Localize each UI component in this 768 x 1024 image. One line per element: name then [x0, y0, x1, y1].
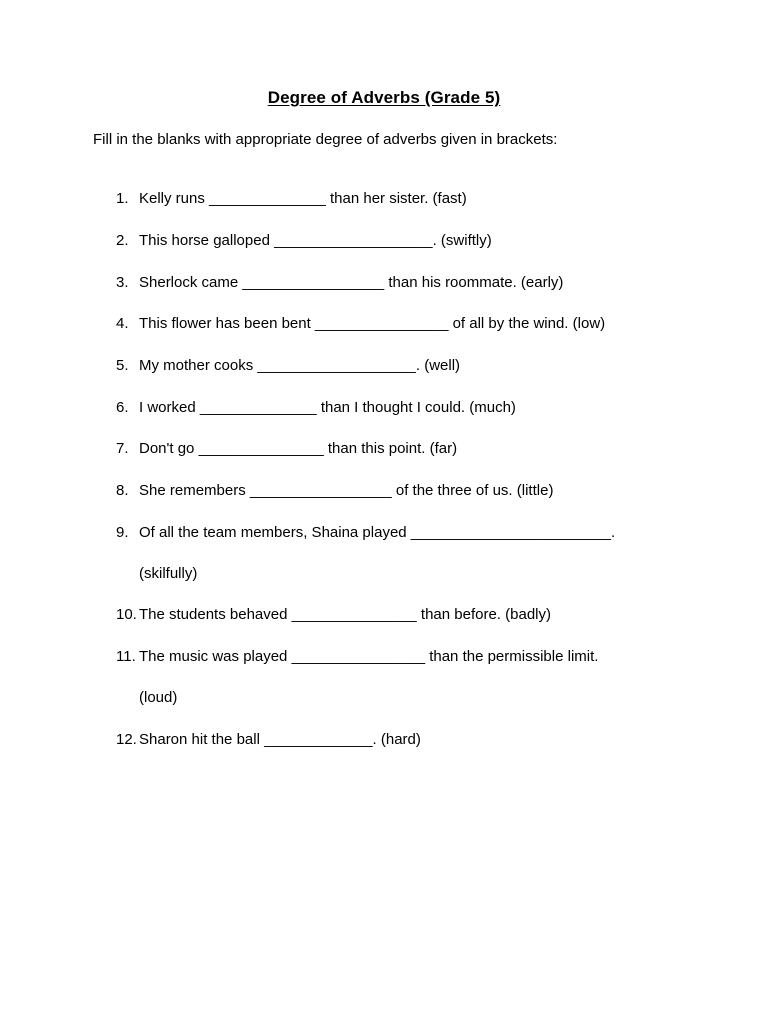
question-continuation: (skilfully): [139, 565, 198, 582]
question-text: Kelly runs ______________ than her sister. (fast): [139, 190, 467, 207]
question-text: This horse galloped ___________________. (swiftly): [139, 232, 492, 249]
question-number: 3.: [116, 274, 129, 291]
question-number: 2.: [116, 232, 129, 249]
question-text: The music was played ________________ than the permissible limit.: [139, 648, 599, 665]
question-number: 4.: [116, 315, 129, 332]
worksheet-instructions: Fill in the blanks with appropriate degree of adverbs given in brackets:: [93, 131, 558, 148]
question-text: My mother cooks ___________________. (well): [139, 357, 461, 374]
question-text: Sharon hit the ball _____________. (hard): [139, 731, 421, 748]
question-number: 11.: [116, 648, 136, 665]
question-text: Sherlock came _________________ than his roommate. (early): [139, 274, 564, 291]
question-text: The students behaved _______________ than before. (badly): [139, 606, 551, 623]
question-text: Don't go _______________ than this point. (far): [139, 440, 458, 457]
question-text: She remembers _________________ of the three of us. (little): [139, 482, 554, 499]
question-number: 6.: [116, 399, 129, 416]
question-number: 7.: [116, 440, 129, 457]
question-number: 12.: [116, 731, 137, 748]
question-number: 10.: [116, 606, 137, 623]
question-text: Of all the team members, Shaina played ________________________.: [139, 524, 616, 541]
worksheet-title: Degree of Adverbs (Grade 5): [267, 88, 501, 107]
question-number: 5.: [116, 357, 129, 374]
question-text: I worked ______________ than I thought I could. (much): [139, 399, 516, 416]
question-number: 8.: [116, 482, 129, 499]
question-number: 9.: [116, 524, 129, 541]
question-continuation: (loud): [139, 689, 178, 706]
question-number: 1.: [116, 190, 129, 207]
question-text: This flower has been bent ________________ of all by the wind. (low): [139, 315, 606, 332]
